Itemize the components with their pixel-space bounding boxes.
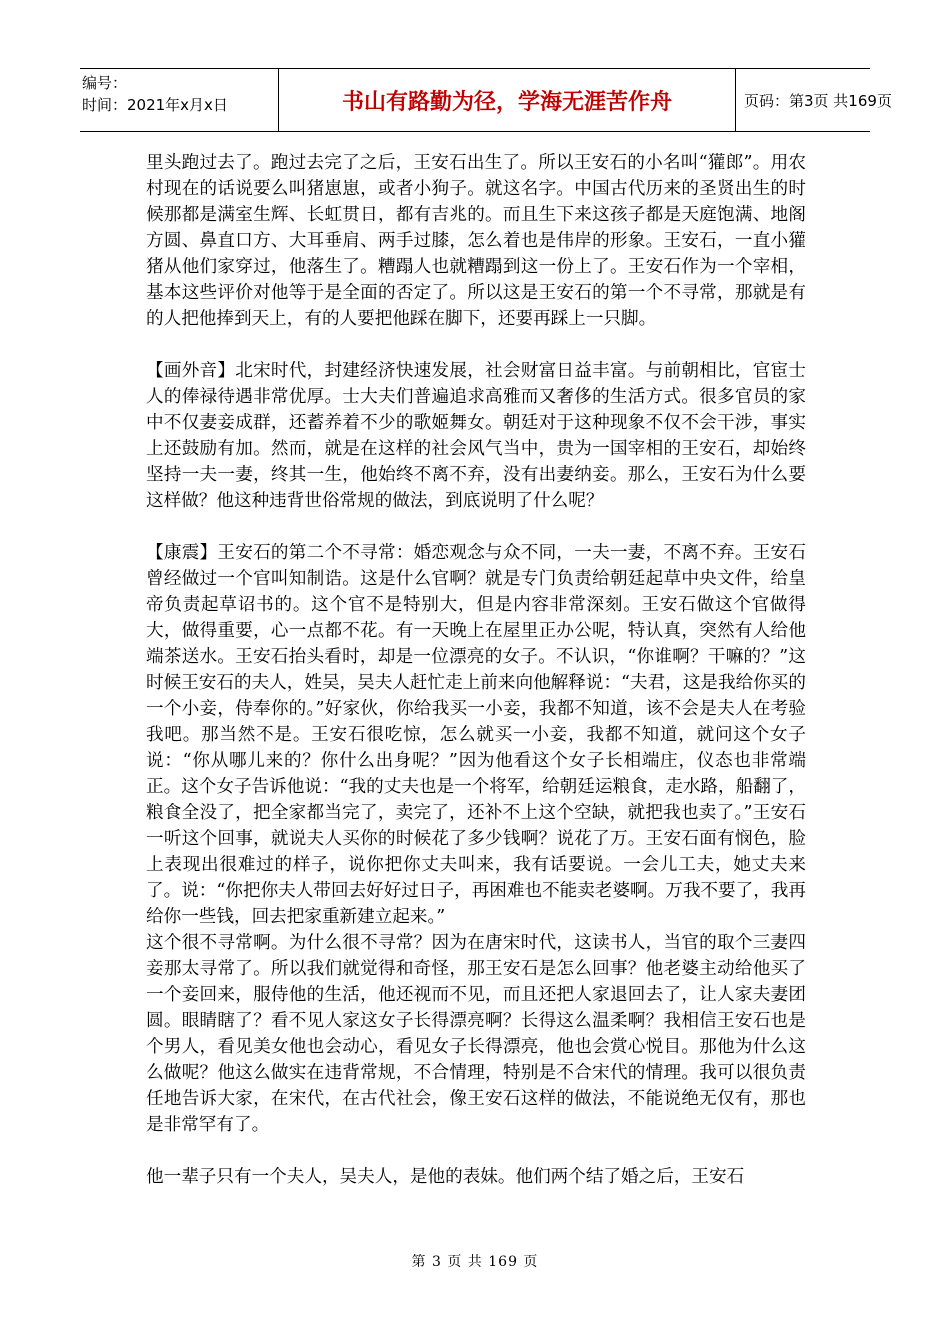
header-meta [82, 69, 276, 131]
page-header [80, 68, 892, 132]
header-motto [278, 69, 736, 131]
paragraph: 里头跑过去了。跑过去完了之后，王安石出生了。所以王安石的小名叫“獾郎”。用农村现在的话说要么叫猪崽崽，或者小狗子。就这名字。中国古代历来的圣贤出生的时候那都是满室生辉、长虹贯日，都有吉兆的。而且生下来这孩子都是天庭饱满、地阁方圆、鼻直口方、大耳垂肩、两手过膝，怎么着也是伟岸的形象。王安石，一直小獾猪从他们家穿过，他落生了。糟蹋人也就糟蹋到这一份上了。王安石作为一个宰相，基本这些评价对他等于是全面的否定了。所以这是王安石的第一个不寻常，那就是有的人把他捧到天上，有的人要把他踩在脚下，还要再踩上一只脚。 [146, 153, 806, 329]
document-number-label: 编号： [82, 74, 128, 92]
paragraph: 这个很不寻常啊。为什么很不寻常？因为在唐宋时代，这读书人，当官的取个三妻四妾那太寻常了。所以我们就觉得和奇怪，那王安石是怎么回事？他老婆主动给他买了一个妾回来，服侍他的生活，他还视而不见，而且还把人家退回去了，让人家夫妻团圆。眼睛瞎了？看不见人家这女子长得漂亮啊？长得这么温柔啊？我相信王安石也是个男人，看见美女他也会动心，看见女子长得漂亮，他也会赏心悦目。那他为什么这么做呢？他这么做实在违背常规，不合情理，特别是不合宋代的情理。我可以很负责任地告诉大家，在宋代，在古代社会，像王安石这样的做法，不能说绝无仅有，那也是非常罕有了。 [146, 933, 806, 1135]
document-body [146, 150, 806, 1190]
motto-text: 书山有路勤为径，学海无涯苦作舟 [341, 89, 672, 115]
document-date-label: 时间：2021年x月x日 [82, 96, 228, 114]
page-footer [0, 1251, 950, 1271]
header-page-info [744, 69, 892, 131]
footer-page-number: 第 3 页 共 169 页 [411, 1254, 539, 1270]
paragraph: 【康震】王安石的第二个不寻常：婚恋观念与众不同，一夫一妻，不离不弃。王安石曾经做过一个官叫知制诰。这是什么官啊？就是专门负责给朝廷起草中央文件，给皇帝负责起草诏书的。这个官不是特别大，但是内容非常深刻。王安石做这个官做得大，做得重要，心一点都不花。有一天晚上在屋里正办公呢，特认真，突然有人给他端茶送水。王安石抬头看时，却是一位漂亮的女子。不认识，“你谁啊？干嘛的？”这时候王安石的夫人，姓吴，吴夫人赶忙走上前来向他解释说：“夫君，这是我给你买的一个小妾，侍奉你的。”好家伙，你给我买一小妾，我都不知道，该不会是夫人在考验我吧。那当然不是。王安石很吃惊，怎么就买一小妾，我都不知道，就问这个女子说：“你从哪儿来的？你什么出身呢？”因为他看这个女子长相端庄，仪态也非常端正。这个女子告诉他说：“我的丈夫也是一个将军，给朝廷运粮食，走水路，船翻了，粮食全没了，把全家都当完了，卖完了，还补不上这个空缺，就把我也卖了。”王安石一听这个回事，就说夫人买你的时候花了多少钱啊？说花了万。王安石面有悯色，脸上表现出很难过的样子，说你把你丈夫叫来，我有话要说。一会儿工夫，她丈夫来了。说：“你把你夫人带回去好好过日子，再困难也不能卖老婆啊。万我不要了，我再给你一些钱，回去把家重新建立起来。” [146, 543, 806, 927]
paragraph: 【画外音】北宋时代，封建经济快速发展，社会财富日益丰富。与前朝相比，官宦士人的俸禄待遇非常优厚。士大夫们普遍追求高雅而又奢侈的生活方式。很多官员的家中不仅妻妾成群，还蓄养着不少的歌姬舞女。朝廷对于这种现象不仅不会干涉，事实上还鼓励有加。然而，就是在这样的社会风气当中，贵为一国宰相的王安石，却始终坚持一夫一妻，终其一生，他始终不离不弃，没有出妻纳妾。那么，王安石为什么要这样做？他这种违背世俗常规的做法，到底说明了什么呢？ [146, 361, 806, 511]
paragraph: 他一辈子只有一个夫人，吴夫人，是他的表妹。他们两个结了婚之后，王安石 [146, 1167, 745, 1187]
page-number-label: 页码：第3页 共169页 [744, 91, 892, 110]
